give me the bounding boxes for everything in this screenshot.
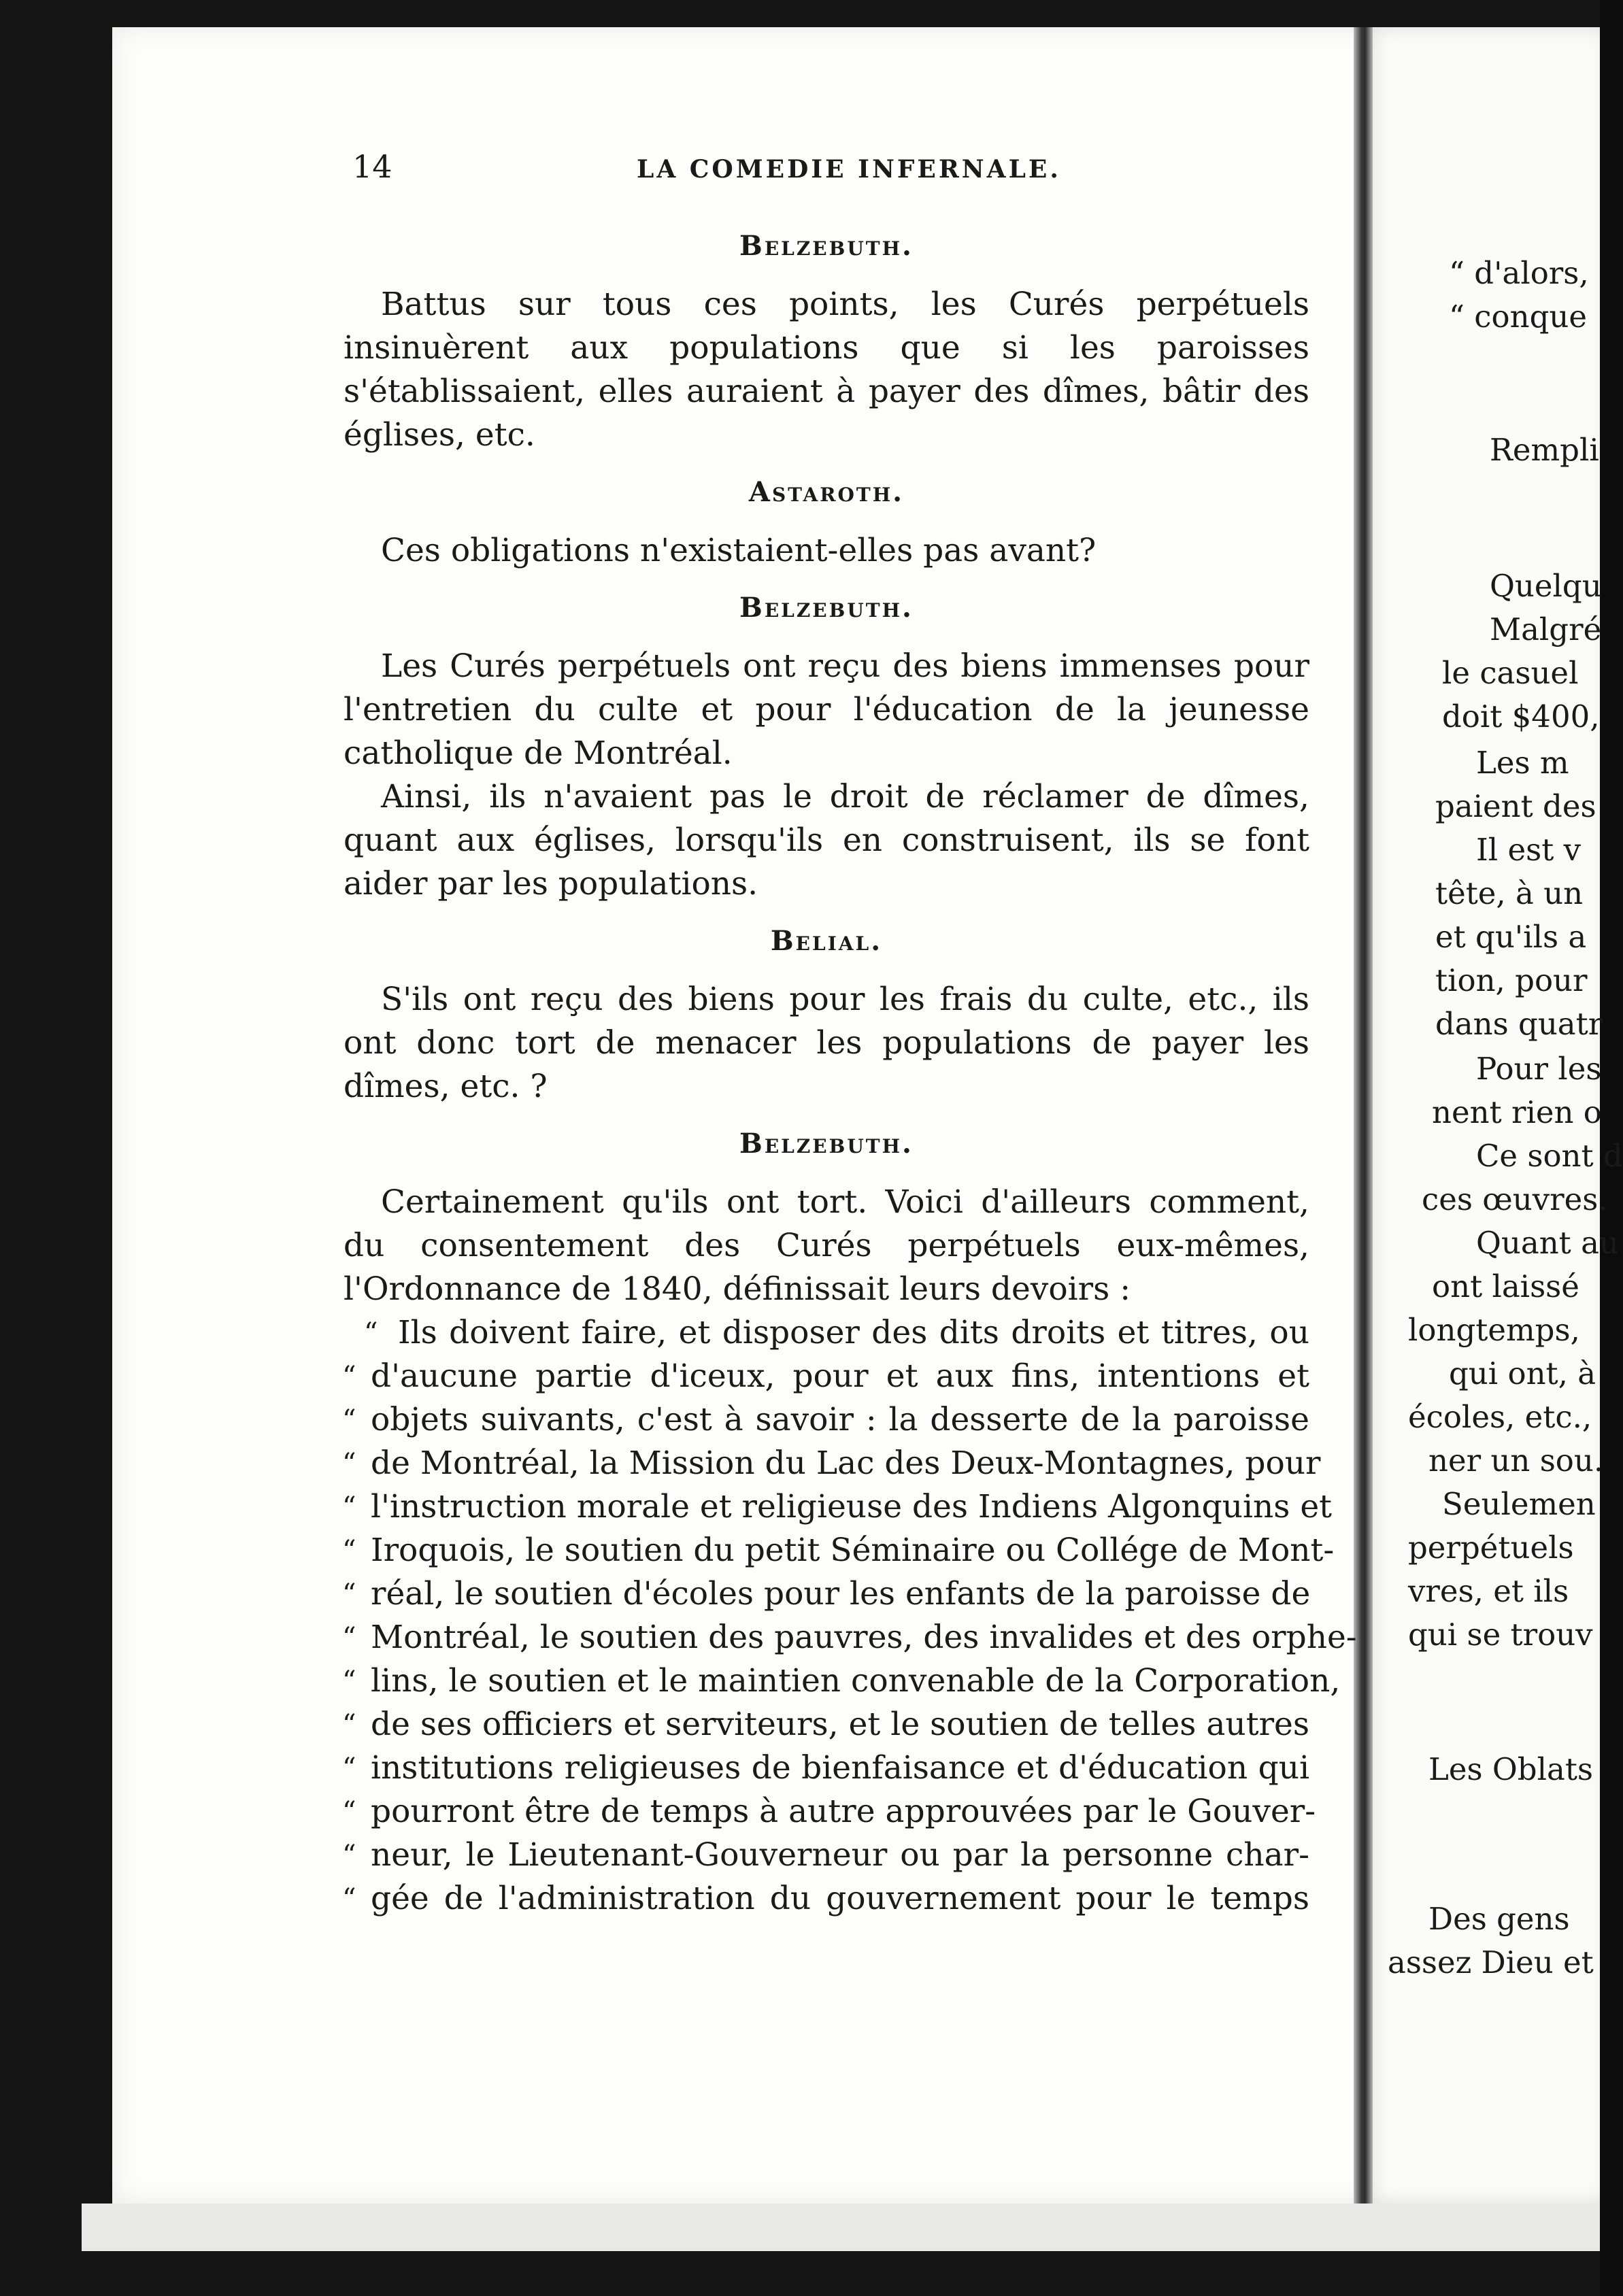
right-page-line: le casuel	[1442, 655, 1579, 691]
quote-mark: “	[342, 1578, 356, 1610]
page-number: 14	[352, 148, 392, 185]
right-page-line: nent rien o	[1432, 1094, 1602, 1130]
quote-line	[342, 1616, 1357, 1659]
speaker-name: Astaroth.	[748, 476, 905, 508]
quote-mark: “	[342, 1709, 356, 1740]
speaker-name: Belzebuth.	[739, 1128, 914, 1160]
right-page-line: et qu'ils a	[1435, 919, 1587, 955]
right-page-line: qui ont, à	[1449, 1355, 1596, 1391]
paragraph: Battus sur tous ces points, les Curés perpétuels insinuèrent aux populations que si les paroisses s'établissaient, elles auraient à payer des dîmes, bâtir des églises, etc.	[344, 286, 1309, 454]
page-header	[352, 148, 1305, 189]
quote-mark: “	[342, 1753, 356, 1784]
quote-mark: “	[342, 1404, 356, 1436]
quote-line-text: Iroquois, le soutien du petit Séminaire ou Collége de Mont-	[371, 1532, 1335, 1569]
right-page-line: perpétuels	[1408, 1530, 1574, 1566]
quote-line-text: neur, le Lieutenant-Gouverneur ou par la personne char-	[371, 1836, 1309, 1874]
right-page-line: assez Dieu et	[1388, 1944, 1594, 1980]
right-page-line: Seulemen	[1442, 1486, 1596, 1522]
quote-line	[344, 1311, 1309, 1355]
paragraph: Ces obligations n'existaient-elles pas avant?	[381, 532, 1097, 569]
quote-line-text: gée de l'administration du gouvernement pour le temps	[371, 1880, 1309, 1917]
right-page-line: qui se trouv	[1408, 1617, 1593, 1653]
quote-line	[344, 1355, 1309, 1398]
quote-line	[342, 1529, 1335, 1572]
quote-line	[344, 1834, 1309, 1877]
running-title: LA COMEDIE INFERNALE.	[637, 155, 1061, 184]
right-page-line: Quelqu	[1490, 568, 1602, 604]
quote-mark: “	[342, 1666, 356, 1697]
right-page-line: Les m	[1476, 745, 1569, 781]
quote-line	[344, 1398, 1309, 1442]
quote-line-text: Montréal, le soutien des pauvres, des invalides et des orphe-	[371, 1619, 1357, 1656]
right-page-line: Rempli	[1490, 432, 1599, 468]
right-page-line: “ conque	[1449, 299, 1588, 335]
right-page-line: tête, à un	[1435, 875, 1584, 911]
quote-line-text: de Montréal, la Mission du Lac des Deux-Montagnes, pour	[371, 1445, 1321, 1482]
quote-mark: “	[342, 1448, 356, 1479]
right-page-line: tion, pour	[1435, 962, 1588, 998]
quote-line-text: d'aucune partie d'iceux, pour et aux fins, intentions et	[371, 1357, 1309, 1395]
quote-line	[342, 1485, 1333, 1529]
quote-line-text: de ses officiers et serviteurs, et le soutien de telles autres	[371, 1706, 1309, 1743]
right-page-line: “ d'alors,	[1449, 255, 1589, 291]
quote-line	[342, 1790, 1316, 1834]
right-page-line: Des gens	[1428, 1901, 1570, 1937]
right-page-line: Pour les	[1476, 1051, 1602, 1087]
quote-mark: “	[342, 1622, 356, 1653]
quote-mark: “	[364, 1317, 378, 1349]
right-page-line: paient des	[1435, 788, 1596, 824]
right-page-line: doit $400,	[1442, 698, 1600, 735]
right-page-line: vres, et ils	[1408, 1573, 1569, 1609]
quote-line	[344, 1746, 1309, 1790]
quote-mark: “	[342, 1840, 356, 1871]
quote-mark: “	[342, 1535, 356, 1566]
quote-line	[342, 1659, 1341, 1703]
quote-line-text: réal, le soutien d'écoles pour les enfants de la paroisse de	[371, 1575, 1311, 1613]
quote-mark: “	[342, 1883, 356, 1914]
quote-line-text: Ils doivent faire, et disposer des dits droits et titres, ou	[398, 1314, 1309, 1351]
quote-line-text: pourront être de temps à autre approuvées par le Gouver-	[371, 1793, 1316, 1830]
right-page-line: dans quatr	[1435, 1006, 1603, 1042]
paragraph: Ainsi, ils n'avaient pas le droit de réclamer de dîmes, quant aux églises, lorsqu'ils en construisent, ils se font aider par les populations.	[344, 778, 1309, 902]
quote-mark: “	[342, 1491, 356, 1523]
quote-line-text: l'instruction morale et religieuse des Indiens Algonquins et	[371, 1488, 1333, 1525]
paragraph: Certainement qu'ils ont tort. Voici d'ailleurs comment, du consentement des Curés perpétuels eux-mêmes, l'Ordonnance de 1840, définissait leurs devoirs :	[344, 1183, 1309, 1308]
book-gutter	[1354, 27, 1373, 2204]
right-page-line: Il est v	[1476, 832, 1582, 868]
paragraph: S'ils ont reçu des biens pour les frais du culte, etc., ils ont donc tort de menacer les populations de payer les dîmes, etc. ?	[344, 981, 1309, 1105]
quote-line-text: lins, le soutien et le maintien convenable de la Corporation,	[371, 1662, 1341, 1700]
right-page-line: Malgré	[1490, 611, 1602, 647]
right-page-line: écoles, etc.,	[1408, 1399, 1592, 1435]
speaker-name: Belzebuth.	[739, 230, 914, 262]
paragraph: Les Curés perpétuels ont reçu des biens immenses pour l'entretien du culte et pour l'éducation de la jeunesse catholique de Montréal.	[344, 647, 1309, 772]
quote-line	[344, 1572, 1309, 1616]
speaker-name: Belzebuth.	[739, 592, 914, 624]
quote-line-text: objets suivants, c'est à savoir : la desserte de la paroisse	[371, 1401, 1309, 1438]
quote-line	[344, 1877, 1309, 1921]
right-page-line: Quant au	[1476, 1225, 1619, 1261]
right-page-line: Ce sont d	[1476, 1138, 1623, 1174]
quote-line-text: institutions religieuses de bienfaisance et d'éducation qui	[371, 1749, 1309, 1787]
quote-line	[344, 1703, 1309, 1746]
ordinance-quote	[342, 1311, 1357, 1921]
quote-mark: “	[342, 1796, 356, 1827]
quote-mark: “	[342, 1361, 356, 1392]
quote-line	[342, 1442, 1321, 1485]
right-page-line: Les Oblats	[1428, 1751, 1594, 1787]
right-page-line: ner un sou.	[1428, 1442, 1604, 1479]
right-page-line: longtemps,	[1408, 1312, 1580, 1348]
right-page-line: ces œuvres.	[1422, 1181, 1608, 1217]
page-bottom-edge	[82, 2204, 1600, 2251]
right-page-line: ont laissé	[1432, 1268, 1579, 1304]
page-body	[342, 211, 1357, 1921]
speaker-name: Belial.	[770, 925, 883, 957]
